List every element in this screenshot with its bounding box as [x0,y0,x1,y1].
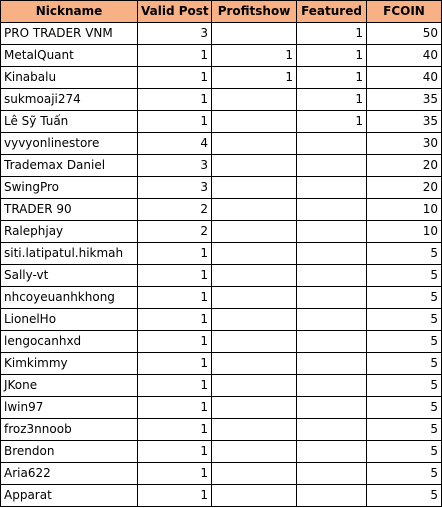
fcoin-cell: 10 [367,221,442,243]
profitshow-cell [212,199,297,221]
valid-post-cell: 1 [138,331,212,353]
nickname-cell: lengocanhxd [1,331,138,353]
nickname-cell: SwingPro [1,177,138,199]
nickname-cell: vyvyonlinestore [1,133,138,155]
fcoin-cell: 10 [367,199,442,221]
valid-post-cell: 1 [138,111,212,133]
table-row [1,397,442,419]
fcoin-cell: 5 [367,485,442,507]
column-header-fcoin: FCOIN [367,1,442,23]
fcoin-cell: 35 [367,89,442,111]
nickname-cell: nhcoyeuanhkhong [1,287,138,309]
valid-post-cell: 1 [138,397,212,419]
featured-cell [297,221,367,243]
fcoin-cell: 30 [367,133,442,155]
valid-post-cell: 3 [138,177,212,199]
table-row [1,353,442,375]
column-header-valid-post: Valid Post [138,1,212,23]
featured-cell [297,199,367,221]
featured-cell [297,133,367,155]
profitshow-cell [212,177,297,199]
featured-cell [297,309,367,331]
valid-post-cell: 1 [138,265,212,287]
featured-cell [297,441,367,463]
fcoin-cell: 5 [367,243,442,265]
nickname-cell: lwin97 [1,397,138,419]
table-row [1,419,442,441]
table-row [1,111,442,133]
fcoin-cell: 5 [367,309,442,331]
profitshow-cell [212,221,297,243]
valid-post-cell: 2 [138,199,212,221]
fcoin-cell: 5 [367,419,442,441]
nickname-cell: LionelHo [1,309,138,331]
table-row [1,89,442,111]
table-row [1,23,442,45]
table-row [1,441,442,463]
fcoin-cell: 35 [367,111,442,133]
table-row [1,287,442,309]
valid-post-cell: 2 [138,221,212,243]
nickname-cell: sukmoaji274 [1,89,138,111]
table-row [1,177,442,199]
valid-post-cell: 1 [138,485,212,507]
featured-cell [297,463,367,485]
table-row [1,265,442,287]
featured-cell [297,375,367,397]
table-row [1,375,442,397]
valid-post-cell: 1 [138,441,212,463]
table-body [1,23,442,507]
nickname-cell: Kinabalu [1,67,138,89]
nickname-cell: PRO TRADER VNM [1,23,138,45]
profitshow-cell [212,463,297,485]
table-row [1,221,442,243]
featured-cell: 1 [297,89,367,111]
fcoin-cell: 20 [367,155,442,177]
nickname-cell: Aria622 [1,463,138,485]
fcoin-cell: 5 [367,265,442,287]
valid-post-cell: 1 [138,309,212,331]
featured-cell [297,287,367,309]
profitshow-cell [212,331,297,353]
profitshow-cell [212,23,297,45]
featured-cell [297,419,367,441]
profitshow-cell [212,243,297,265]
fcoin-cell: 40 [367,67,442,89]
table-row [1,485,442,507]
featured-cell: 1 [297,23,367,45]
valid-post-cell: 1 [138,375,212,397]
fcoin-cell: 5 [367,463,442,485]
fcoin-cell: 5 [367,441,442,463]
featured-cell [297,485,367,507]
featured-cell [297,155,367,177]
nickname-cell: MetalQuant [1,45,138,67]
nickname-cell: Kimkimmy [1,353,138,375]
profitshow-cell [212,419,297,441]
profitshow-cell [212,397,297,419]
profitshow-cell: 1 [212,45,297,67]
featured-cell [297,331,367,353]
fcoin-cell: 5 [367,331,442,353]
nickname-cell: Brendon [1,441,138,463]
table-row [1,199,442,221]
nickname-cell: TRADER 90 [1,199,138,221]
valid-post-cell: 1 [138,419,212,441]
valid-post-cell: 1 [138,287,212,309]
featured-cell [297,243,367,265]
profitshow-cell [212,441,297,463]
profitshow-cell [212,155,297,177]
nickname-cell: froz3nnoob [1,419,138,441]
column-header-profitshow: Profitshow [212,1,297,23]
valid-post-cell: 3 [138,155,212,177]
profitshow-cell [212,287,297,309]
profitshow-cell [212,309,297,331]
table-row [1,309,442,331]
table-row [1,463,442,485]
profitshow-cell [212,265,297,287]
table-row [1,155,442,177]
fcoin-cell: 5 [367,375,442,397]
fcoin-cell: 50 [367,23,442,45]
featured-cell [297,177,367,199]
valid-post-cell: 1 [138,243,212,265]
fcoin-cell: 5 [367,287,442,309]
profitshow-cell [212,353,297,375]
table-row [1,331,442,353]
profitshow-cell [212,485,297,507]
profitshow-cell: 1 [212,67,297,89]
profitshow-cell [212,133,297,155]
profitshow-cell [212,375,297,397]
profitshow-cell [212,111,297,133]
table-row [1,243,442,265]
valid-post-cell: 1 [138,353,212,375]
valid-post-cell: 1 [138,89,212,111]
column-header-featured: Featured [297,1,367,23]
valid-post-cell: 1 [138,67,212,89]
profitshow-cell [212,89,297,111]
fcoin-cell: 5 [367,397,442,419]
fcoin-cell: 40 [367,45,442,67]
fcoin-cell: 20 [367,177,442,199]
featured-cell: 1 [297,67,367,89]
nickname-cell: Trademax Daniel [1,155,138,177]
table-row [1,45,442,67]
featured-cell: 1 [297,111,367,133]
column-header-nickname: Nickname [1,1,138,23]
nickname-cell: Sally-vt [1,265,138,287]
header-row [1,1,442,23]
fcoin-cell: 5 [367,353,442,375]
featured-cell [297,353,367,375]
valid-post-cell: 1 [138,45,212,67]
valid-post-cell: 4 [138,133,212,155]
valid-post-cell: 3 [138,23,212,45]
featured-cell [297,397,367,419]
table-row [1,67,442,89]
nickname-cell: siti.latipatul.hikmah [1,243,138,265]
featured-cell: 1 [297,45,367,67]
table-row [1,133,442,155]
nickname-cell: Apparat [1,485,138,507]
nickname-cell: JKone [1,375,138,397]
valid-post-cell: 1 [138,463,212,485]
featured-cell [297,265,367,287]
nickname-cell: Ralephjay [1,221,138,243]
nickname-cell: Lê Sỹ Tuấn [1,111,138,133]
